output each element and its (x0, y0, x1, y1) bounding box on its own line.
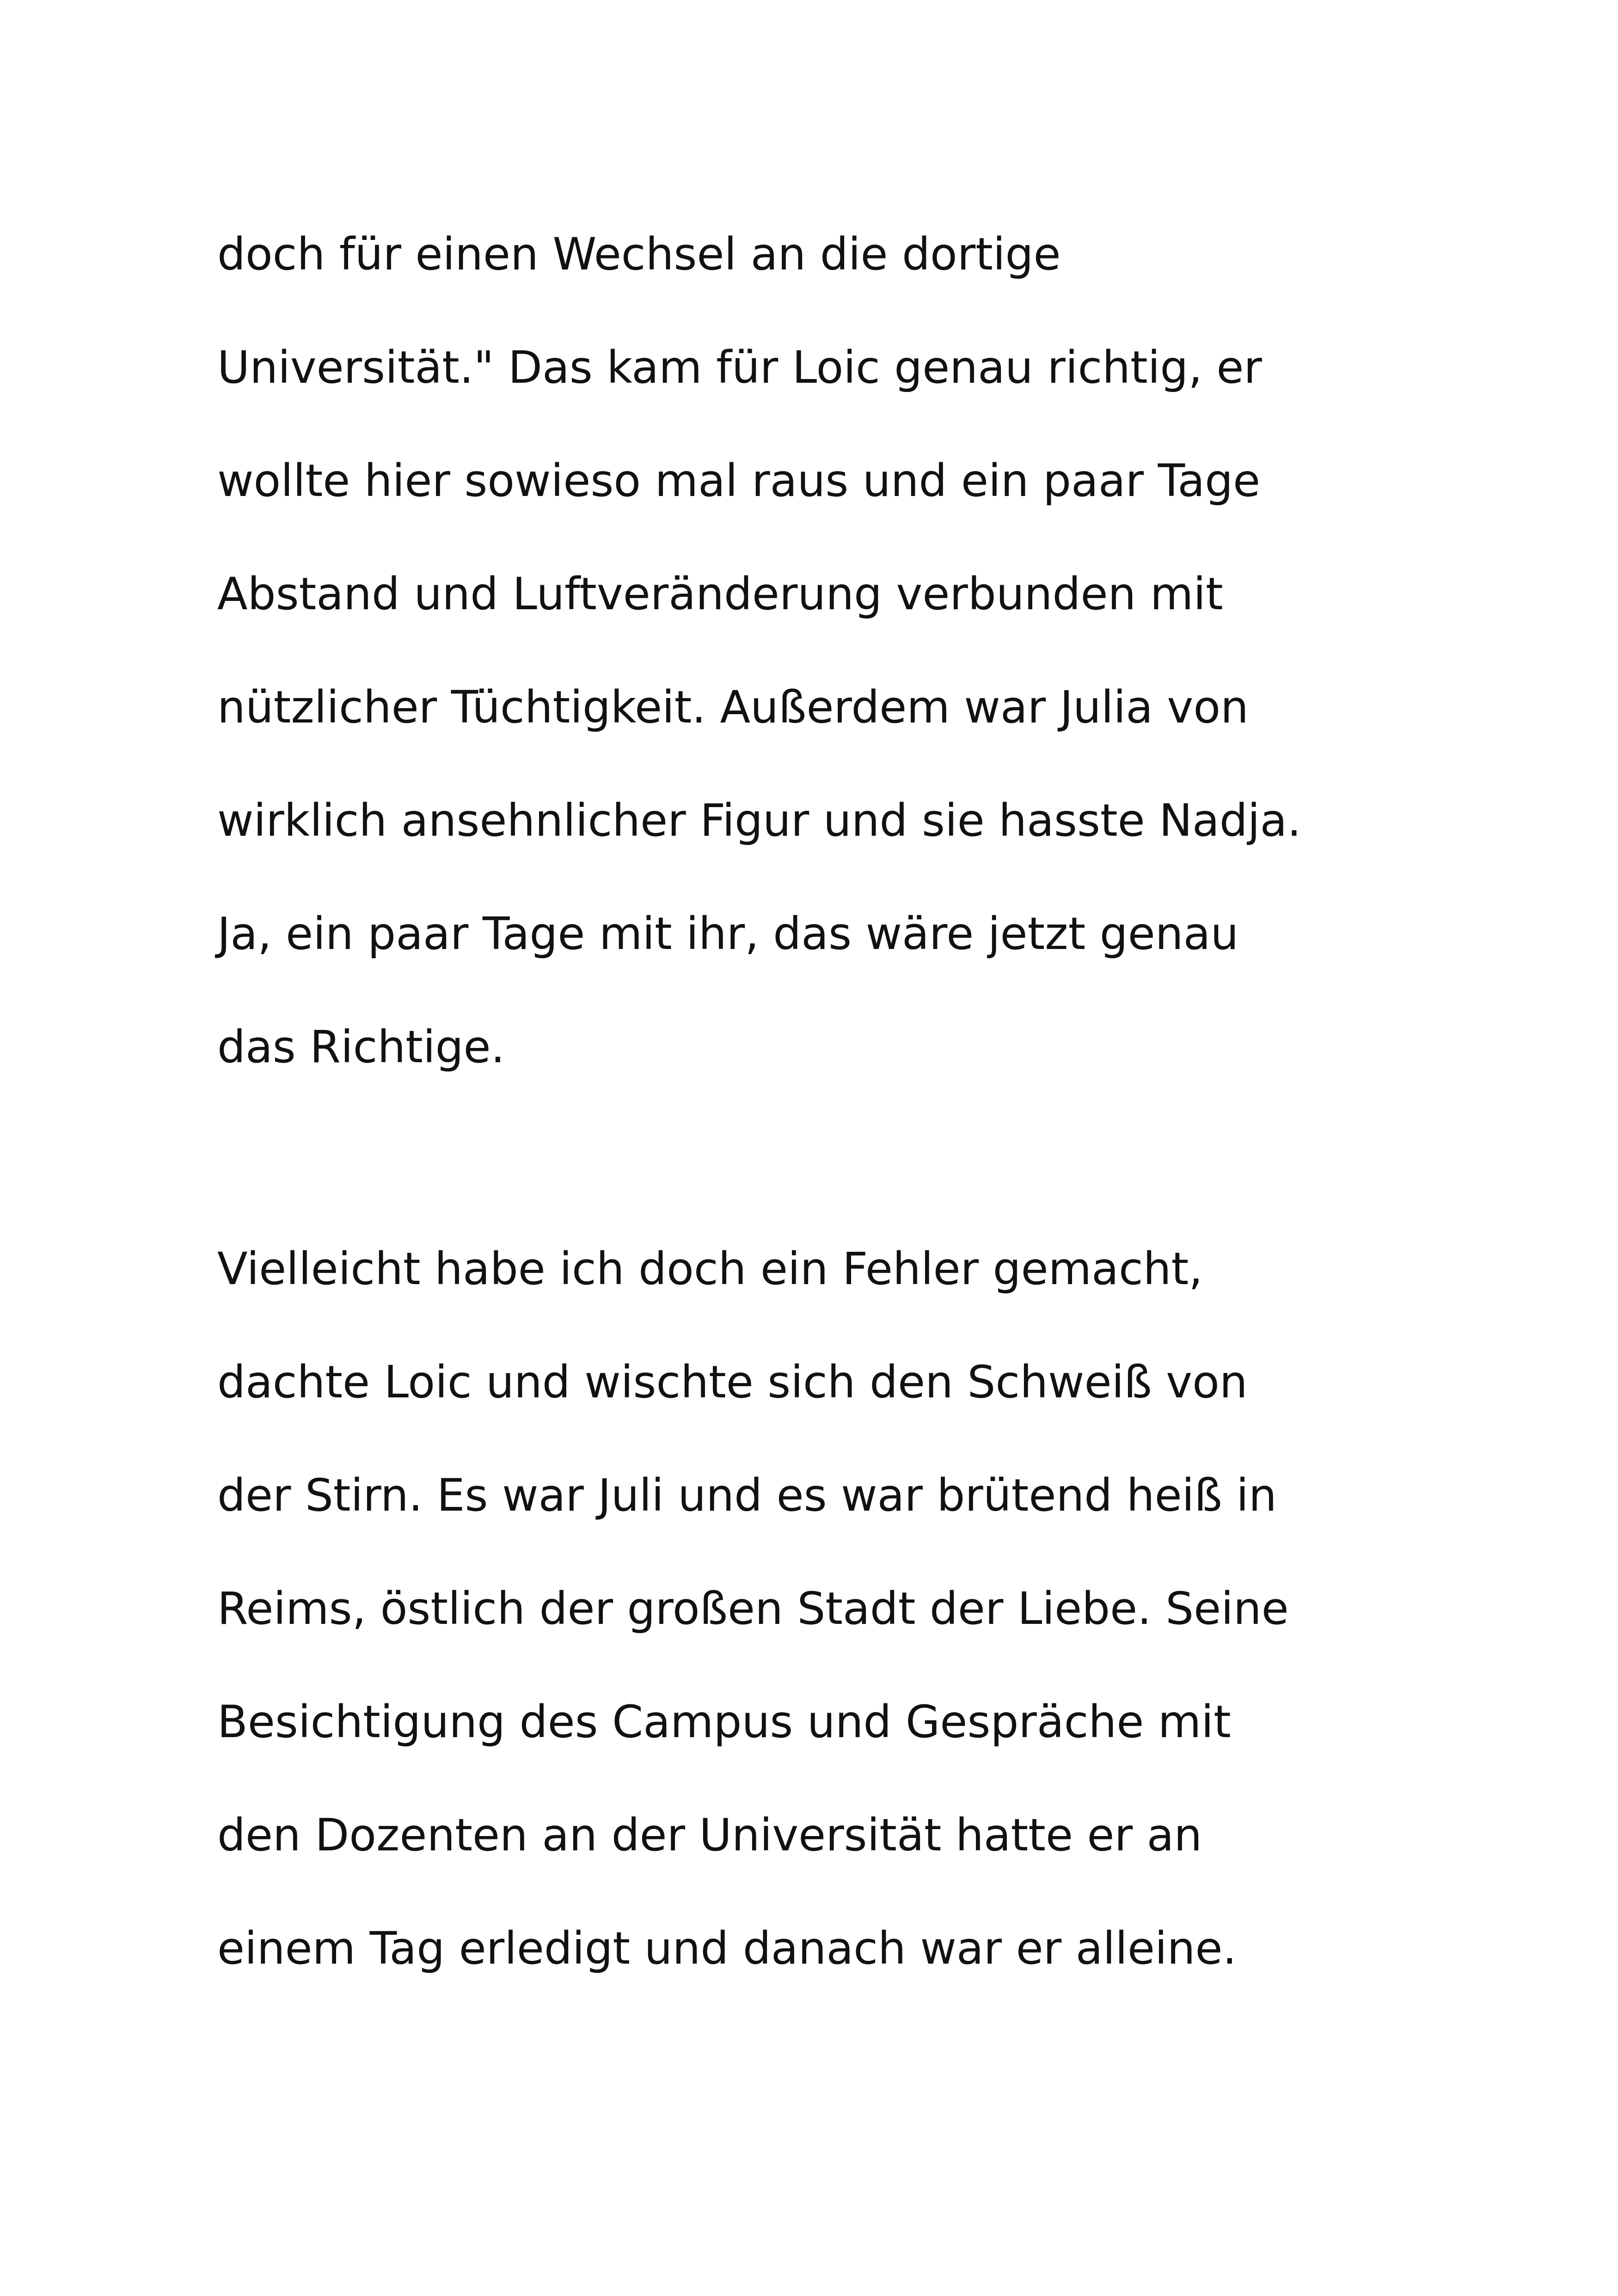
text-line: Ja, ein paar Tage mit ihr, das wäre jetzt genau (217, 908, 1239, 960)
text-line: Vielleicht habe ich doch ein Fehler gemacht, (217, 1243, 1203, 1295)
text-line: den Dozenten an der Universität hatte er an (217, 1809, 1202, 1861)
text-line: nützlicher Tüchtigkeit. Außerdem war Julia von (217, 681, 1249, 733)
text-line: Abstand und Luftveränderung verbunden mit (217, 568, 1223, 620)
text-line: Besichtigung des Campus und Gespräche mit (217, 1696, 1231, 1748)
paragraph-2 (217, 1234, 1465, 2027)
text-line: Universität." Das kam für Loic genau richtig, er (217, 342, 1262, 393)
text-line: wirklich ansehnlicher Figur und sie hasste Nadja. (217, 795, 1301, 846)
text-line: wollte hier sowieso mal raus und ein paar Tage (217, 455, 1261, 507)
text-line: Reims, östlich der großen Stadt der Liebe. Seine (217, 1583, 1289, 1635)
text-line: das Richtige. (217, 1021, 505, 1073)
paragraph-1 (217, 220, 1465, 1126)
text-line: einem Tag erledigt und danach war er alleine. (217, 1923, 1237, 1974)
text-line: der Stirn. Es war Juli und es war brütend heiß in (217, 1469, 1277, 1521)
text-line: dachte Loic und wischte sich den Schweiß von (217, 1356, 1248, 1408)
text-line: doch für einen Wechsel an die dortige (217, 228, 1061, 280)
